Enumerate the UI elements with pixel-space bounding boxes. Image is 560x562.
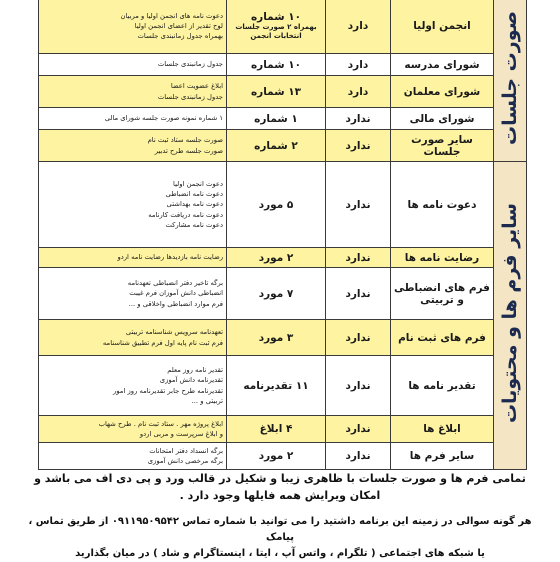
row-name: شورای معلمان bbox=[391, 76, 494, 108]
row-name: رضایت نامه ها bbox=[391, 248, 494, 268]
row-description: جدول زمانبندی جلسات bbox=[39, 54, 227, 76]
row-description: تقدیر نامه روز معلم تقدیرنامه دانش آموزی تقدیرنامه طرح جابر تقدیرنامه روز امور تربیتی و ... bbox=[39, 356, 227, 416]
table-row bbox=[39, 0, 527, 54]
row-status: دارد bbox=[326, 76, 391, 108]
row-count: ۲ مورد bbox=[227, 248, 326, 268]
row-status: ندارد bbox=[326, 108, 391, 130]
row-description: برگه انسداد دفتر امتحانات برگه مرخصی دانش آموزی bbox=[39, 443, 227, 470]
row-name: دعوت نامه ها bbox=[391, 162, 494, 248]
row-description: ابلاغ پروژه مهر . ستاد ثبت نام . طرح شهاب و ابلاغ سرپرست و مربی اردو bbox=[39, 416, 227, 443]
row-count: ۴ ابلاغ bbox=[227, 416, 326, 443]
contact-note bbox=[14, 514, 546, 562]
table-row bbox=[39, 416, 527, 443]
row-status: ندارد bbox=[326, 130, 391, 162]
row-description: رضایت نامه بازدیدها رضایت نامه اردو bbox=[39, 248, 227, 268]
table-row bbox=[39, 76, 527, 108]
row-name: انجمن اولیا bbox=[391, 0, 494, 54]
row-name: تقدیر نامه ها bbox=[391, 356, 494, 416]
row-description: ۱ شماره نمونه صورت جلسه شورای مالی bbox=[39, 108, 227, 130]
row-status: ندارد bbox=[326, 248, 391, 268]
items-table bbox=[38, 0, 527, 470]
table-row bbox=[39, 268, 527, 320]
row-count: ۲ شماره bbox=[227, 130, 326, 162]
row-name: فرم های ثبت نام bbox=[391, 320, 494, 356]
table-row bbox=[39, 443, 527, 470]
table-row bbox=[39, 248, 527, 268]
row-name: ابلاغ ها bbox=[391, 416, 494, 443]
row-count: ۱۰ شماره بهمراه ۲ صورت جلسات انتخابات انجمن bbox=[227, 0, 326, 54]
table-row bbox=[39, 356, 527, 416]
row-status: ندارد bbox=[326, 416, 391, 443]
row-name: شورای مدرسه bbox=[391, 54, 494, 76]
row-count: ۱۰ شماره bbox=[227, 54, 326, 76]
row-status: ندارد bbox=[326, 162, 391, 248]
category-forms: سایر فرم ها و محتویات bbox=[494, 162, 527, 470]
row-description: تعهدنامه سرویس شناسنامه تربیتی فرم ثبت نام پایه اول فرم تطبیق شناسنامه bbox=[39, 320, 227, 356]
row-count: ۷ مورد bbox=[227, 268, 326, 320]
table-row bbox=[39, 108, 527, 130]
row-name: سایر فرم ها bbox=[391, 443, 494, 470]
row-description: صورت جلسه ستاد ثبت نام صورت جلسه طرح تدبیر bbox=[39, 130, 227, 162]
row-status: دارد bbox=[326, 54, 391, 76]
contact-line: یا شبکه های اجتماعی ( تلگرام ، واتس آپ ، ایتا ، اینستاگرام و شاد ) در میان بگذارید bbox=[75, 548, 485, 559]
row-name: فرم های انضباطی و تربیتی bbox=[391, 268, 494, 320]
table-row bbox=[39, 320, 527, 356]
row-status: ندارد bbox=[326, 356, 391, 416]
footer-note bbox=[14, 470, 546, 504]
row-status: ندارد bbox=[326, 268, 391, 320]
row-count: ۲ مورد bbox=[227, 443, 326, 470]
table-row bbox=[39, 130, 527, 162]
footer-line: امکان ویرایش همه فایلها وجود دارد . bbox=[179, 489, 381, 502]
contact-line: هر گونه سوالی در زمینه این برنامه داشتید را می توانید با شماره تماس ۰۹۱۱۹۵۰۹۵۴۲ از طریق تماس ، پیامک bbox=[28, 516, 532, 543]
row-description: دعوت انجمن اولیا دعوت نامه انضباطی دعوت نامه بهداشتی دعوت نامه دریافت کارنامه دعوت نامه مشارکت bbox=[39, 162, 227, 248]
row-count: ۱۳ شماره bbox=[227, 76, 326, 108]
category-minutes: صورت جلسات bbox=[494, 0, 527, 162]
row-status: ندارد bbox=[326, 320, 391, 356]
row-name: شورای مالی bbox=[391, 108, 494, 130]
row-description: برگه تاخیر دفتر انضباطی تعهدنامه انضباطی دانش آموزان فرم غیبت فرم موارد انضباطی واخلاقی و ... bbox=[39, 268, 227, 320]
table-row bbox=[39, 162, 527, 248]
row-description: ابلاغ عضویت اعضا جدول زمانبندی جلسات bbox=[39, 76, 227, 108]
row-status: دارد bbox=[326, 0, 391, 54]
row-count: ۳ مورد bbox=[227, 320, 326, 356]
row-count: ۵ مورد bbox=[227, 162, 326, 248]
row-status: ندارد bbox=[326, 443, 391, 470]
row-name: سایر صورت جلسات bbox=[391, 130, 494, 162]
row-description: دعوت نامه های انجمن اولیا و مربیان لوح تقدیر از اعضای انجمن اولیا بهمراه جدول زمانبندی جلسات bbox=[39, 0, 227, 54]
row-count-note: بهمراه ۲ صورت جلسات انتخابات انجمن bbox=[235, 23, 317, 40]
table-row bbox=[39, 54, 527, 76]
row-count: ۱۱ تقدیرنامه bbox=[227, 356, 326, 416]
row-count: ۱ شماره bbox=[227, 108, 326, 130]
footer-line: تمامی فرم ها و صورت جلسات با ظاهری زیبا و شکیل در قالب ورد و پی دی اف می باشد و bbox=[34, 472, 526, 485]
